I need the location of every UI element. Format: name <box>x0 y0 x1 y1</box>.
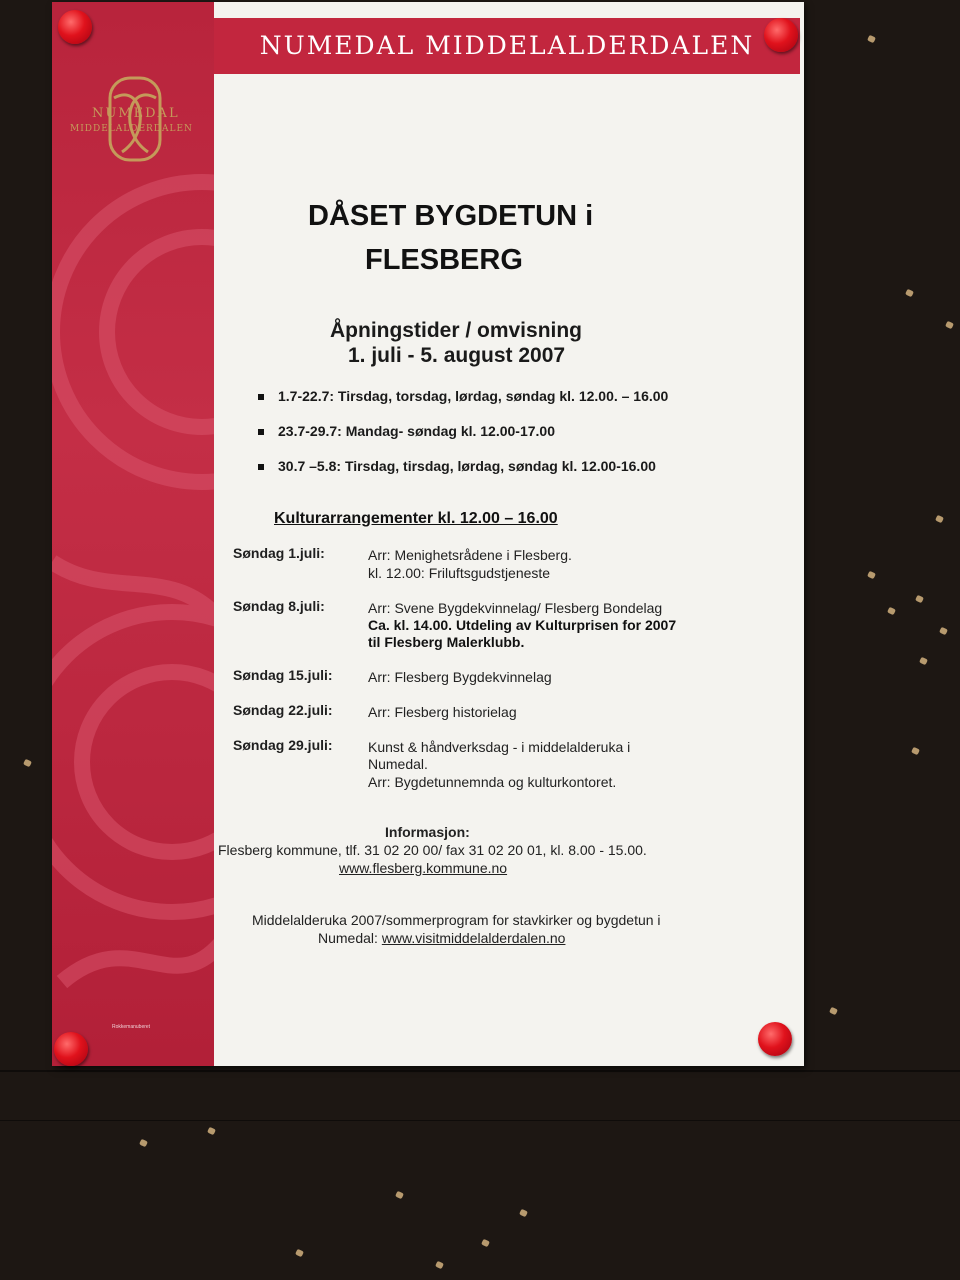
program-prefix: Numedal: <box>318 930 378 946</box>
event-text: Arr: Flesberg historielag <box>368 704 517 720</box>
event-text: til Flesberg Malerklubb. <box>368 634 525 650</box>
poster-title-line2: FLESBERG <box>365 244 523 276</box>
event-text: Ca. kl. 14.00. Utdeling av Kulturprisen for 2007 <box>368 617 677 633</box>
event-text: Kunst & håndverksdag - i middelalderuka i <box>368 739 631 755</box>
program-link[interactable]: www.visitmiddelalderdalen.no <box>381 930 566 946</box>
event-text: Arr: Menighetsrådene i Flesberg. <box>368 547 572 563</box>
pushpin-icon <box>764 18 798 52</box>
event-date: Søndag 8.juli: <box>233 598 325 614</box>
opening-heading: Åpningstider / omvisning <box>330 319 583 342</box>
website-link[interactable]: www.flesberg.kommune.no <box>339 860 508 876</box>
event-text: Numedal. <box>368 756 428 772</box>
event-date: Søndag 22.juli: <box>233 702 333 718</box>
pushpin-icon <box>54 1032 88 1066</box>
event-date: Søndag 29.juli: <box>233 737 333 753</box>
debris <box>887 607 896 615</box>
debris <box>935 515 944 523</box>
printer-credit: Rokkemanuberet <box>112 1024 151 1030</box>
pushpin-icon <box>58 10 92 44</box>
debris <box>139 1139 148 1147</box>
header-banner: NUMEDAL MIDDELALDERDALEN <box>214 18 800 74</box>
logo-sublabel: MIDDELALDERDALEN <box>70 124 193 134</box>
debris <box>919 657 928 665</box>
bullet-icon <box>258 464 264 470</box>
debris <box>905 289 914 297</box>
debris <box>867 35 876 43</box>
event-date: Søndag 15.juli: <box>233 667 333 683</box>
opening-period: 1. juli - 5. august 2007 <box>348 344 566 367</box>
event-text: Arr: Svene Bygdekvinnelag/ Flesberg Bondelag <box>368 600 663 616</box>
event-text: Arr: Flesberg Bygdekvinnelag <box>368 669 552 685</box>
debris <box>395 1191 404 1199</box>
debris <box>519 1209 528 1217</box>
info-heading: Informasjon: <box>385 824 470 840</box>
poster-title-line1: DÅSET BYGDETUN i <box>308 200 594 232</box>
debris <box>945 321 954 329</box>
program-text: Middelalderuka 2007/sommerprogram for stavkirker og bygdetun i <box>252 912 661 928</box>
pushpin-icon <box>758 1022 792 1056</box>
knotwork-pattern <box>52 2 214 1066</box>
bullet-icon <box>258 394 264 400</box>
debris <box>481 1239 490 1247</box>
event-text: kl. 12.00: Friluftsgudstjeneste <box>368 565 551 581</box>
bullet-icon <box>258 429 264 435</box>
debris <box>939 627 948 635</box>
debris <box>911 747 920 755</box>
wood-seam <box>0 1070 960 1072</box>
debris <box>207 1127 216 1135</box>
event-date: Søndag 1.juli: <box>233 545 325 561</box>
debris <box>435 1261 444 1269</box>
wood-seam <box>0 1120 960 1121</box>
debris <box>915 595 924 603</box>
list-item: 23.7-29.7: Mandag- søndag kl. 12.00-17.00 <box>258 423 555 439</box>
program-text-line2 <box>318 930 565 946</box>
poster <box>52 2 804 1066</box>
culture-heading: Kulturarrangementer kl. 12.00 – 16.00 <box>274 510 558 527</box>
decorative-stripe <box>52 2 214 1066</box>
info-contact: Flesberg kommune, tlf. 31 02 20 00/ fax 31 02 20 01, kl. 8.00 - 15.00. <box>218 842 647 858</box>
debris <box>23 759 32 767</box>
list-item: 30.7 –5.8: Tirsdag, tirsdag, lørdag, søndag kl. 12.00-16.00 <box>258 458 656 474</box>
debris <box>295 1249 304 1257</box>
list-item: 1.7-22.7: Tirsdag, torsdag, lørdag, søndag kl. 12.00. – 16.00 <box>258 388 668 404</box>
debris <box>867 571 876 579</box>
debris <box>829 1007 838 1015</box>
event-text: Arr: Bygdetunnemnda og kulturkontoret. <box>368 774 617 790</box>
logo-label: NUMEDAL <box>92 106 180 121</box>
